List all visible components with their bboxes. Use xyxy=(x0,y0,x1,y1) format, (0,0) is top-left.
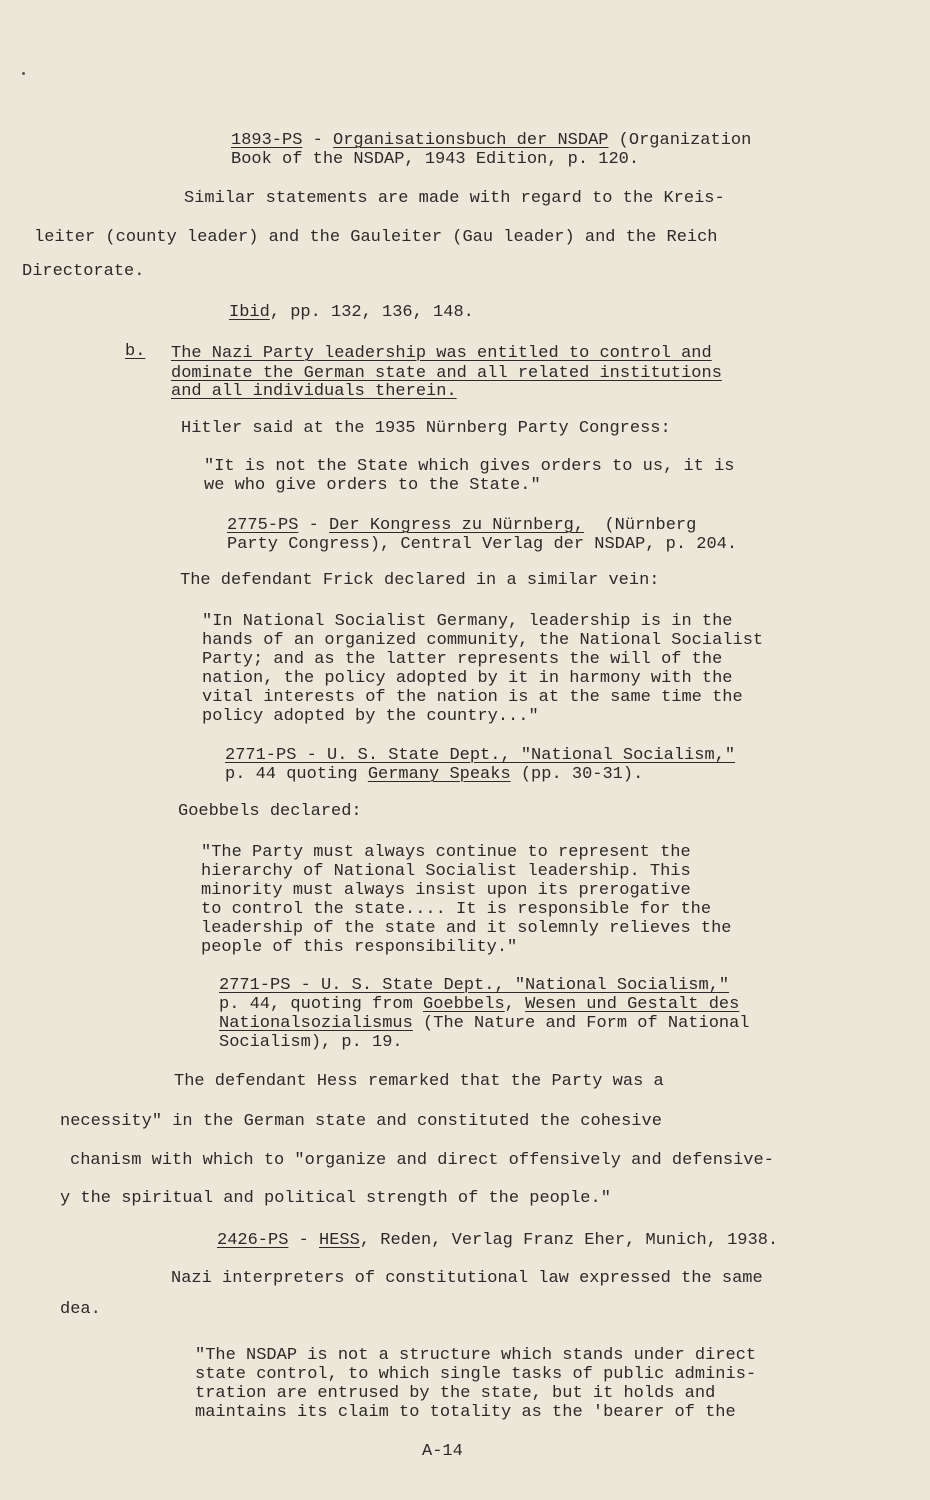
para-goebbels: Goebbels declared: xyxy=(178,802,362,821)
quote-hitler-line1: "It is not the State which gives orders to us, it is xyxy=(204,457,735,476)
para-hess-line1: The defendant Hess remarked that the Party was a xyxy=(174,1072,664,1091)
citation-2771b-line3: Nationalsozialismus (The Nature and Form of National xyxy=(219,1014,750,1033)
heading-b-line2: dominate the German state and all related institutions xyxy=(171,364,722,383)
quote-nsdap-line2: state control, to which single tasks of public adminis- xyxy=(195,1365,757,1384)
citation-2771b-line1: 2771-PS - U. S. State Dept., "National Socialism," xyxy=(219,976,730,995)
page-number: A-14 xyxy=(422,1442,463,1461)
quote-frick-line1: "In National Socialist Germany, leadership is in the xyxy=(202,612,733,631)
citation-author: HESS xyxy=(319,1231,360,1250)
citation-2771b-line4: Socialism), p. 19. xyxy=(219,1033,403,1052)
heading-b-line3: and all individuals therein. xyxy=(171,382,457,401)
para-hitler: Hitler said at the 1935 Nürnberg Party Congress: xyxy=(181,419,671,438)
citation-ref: Ibid xyxy=(229,303,270,322)
margin-speck xyxy=(22,72,25,75)
citation-title: Nationalsozialismus xyxy=(219,1014,413,1033)
quote-goebbels-line6: people of this responsibility." xyxy=(201,938,518,957)
citation-2771a-line1: 2771-PS - U. S. State Dept., "National Socialism," xyxy=(225,746,736,765)
citation-title: Wesen und Gestalt des xyxy=(525,995,740,1014)
para-similar-line3: Directorate. xyxy=(22,262,145,281)
para-hess-line2: necessity" in the German state and constituted the cohesive xyxy=(60,1112,662,1131)
quote-goebbels-line4: to control the state.... It is responsible for the xyxy=(201,900,712,919)
quote-frick-line4: nation, the policy adopted by it in harmony with the xyxy=(202,669,733,688)
quote-goebbels-line3: minority must always insist upon its prerogative xyxy=(201,881,691,900)
para-interpreters-line1: Nazi interpreters of constitutional law expressed the same xyxy=(171,1269,763,1288)
para-hess-line3: chanism with which to "organize and direct offensively and defensive- xyxy=(70,1151,774,1170)
citation-2775-line1: 2775-PS - Der Kongress zu Nürnberg, (Nürnberg xyxy=(227,516,697,535)
quote-frick-line6: policy adopted by the country..." xyxy=(202,707,539,726)
citation-ref: 2426-PS xyxy=(217,1231,289,1250)
citation-title: Organisationsbuch der NSDAP xyxy=(333,131,609,150)
citation-ref: 2771-PS xyxy=(219,976,291,995)
quote-hitler-line2: we who give orders to the State." xyxy=(204,476,541,495)
para-hess-line4: y the spiritual and political strength of the people." xyxy=(60,1189,611,1208)
citation-2426: 2426-PS - HESS, Reden, Verlag Franz Eher, Munich, 1938. xyxy=(217,1231,779,1250)
quote-frick-line5: vital interests of the nation is at the same time the xyxy=(202,688,743,707)
quote-nsdap-line4: maintains its claim to totality as the 'bearer of the xyxy=(195,1403,736,1422)
citation-ref: 1893-PS xyxy=(231,131,303,150)
quote-goebbels-line5: leadership of the state and it solemnly relieves the xyxy=(201,919,732,938)
citation-2771b-line2: p. 44, quoting from Goebbels, Wesen und Gestalt des xyxy=(219,995,740,1014)
citation-ref: 2771-PS xyxy=(225,746,297,765)
citation-2775-line2: Party Congress), Central Verlag der NSDAP, p. 204. xyxy=(227,535,738,554)
citation-author: Goebbels xyxy=(423,995,505,1014)
citation-1893-line2: Book of the NSDAP, 1943 Edition, p. 120. xyxy=(231,150,640,169)
para-interpreters-line2: dea. xyxy=(60,1300,101,1319)
quote-goebbels-line1: "The Party must always continue to represent the xyxy=(201,843,691,862)
para-similar-line2: leiter (county leader) and the Gauleiter (Gau leader) and the Reich xyxy=(34,228,718,247)
citation-2771a-line2: p. 44 quoting Germany Speaks (pp. 30-31). xyxy=(225,765,644,784)
citation-ibid: Ibid, pp. 132, 136, 148. xyxy=(229,303,474,322)
heading-b-line1: The Nazi Party leadership was entitled to control and xyxy=(171,344,712,363)
quote-nsdap-line3: tration are entrused by the state, but it holds and xyxy=(195,1384,716,1403)
para-frick: The defendant Frick declared in a similar vein: xyxy=(180,571,660,590)
citation-title: Germany Speaks xyxy=(367,765,511,784)
quote-frick-line3: Party; and as the latter represents the will of the xyxy=(202,650,723,669)
quote-frick-line2: hands of an organized community, the National Socialist xyxy=(202,631,764,650)
citation-1893-line1: 1893-PS - Organisationsbuch der NSDAP (Organization xyxy=(231,131,752,150)
citation-title: Der Kongress zu Nürnberg, xyxy=(329,516,585,535)
para-similar-line1: Similar statements are made with regard to the Kreis- xyxy=(184,189,725,208)
quote-goebbels-line2: hierarchy of National Socialist leadership. This xyxy=(201,862,691,881)
heading-b-marker: b. xyxy=(125,342,146,361)
quote-nsdap-line1: "The NSDAP is not a structure which stands under direct xyxy=(195,1346,757,1365)
citation-ref: 2775-PS xyxy=(227,516,299,535)
